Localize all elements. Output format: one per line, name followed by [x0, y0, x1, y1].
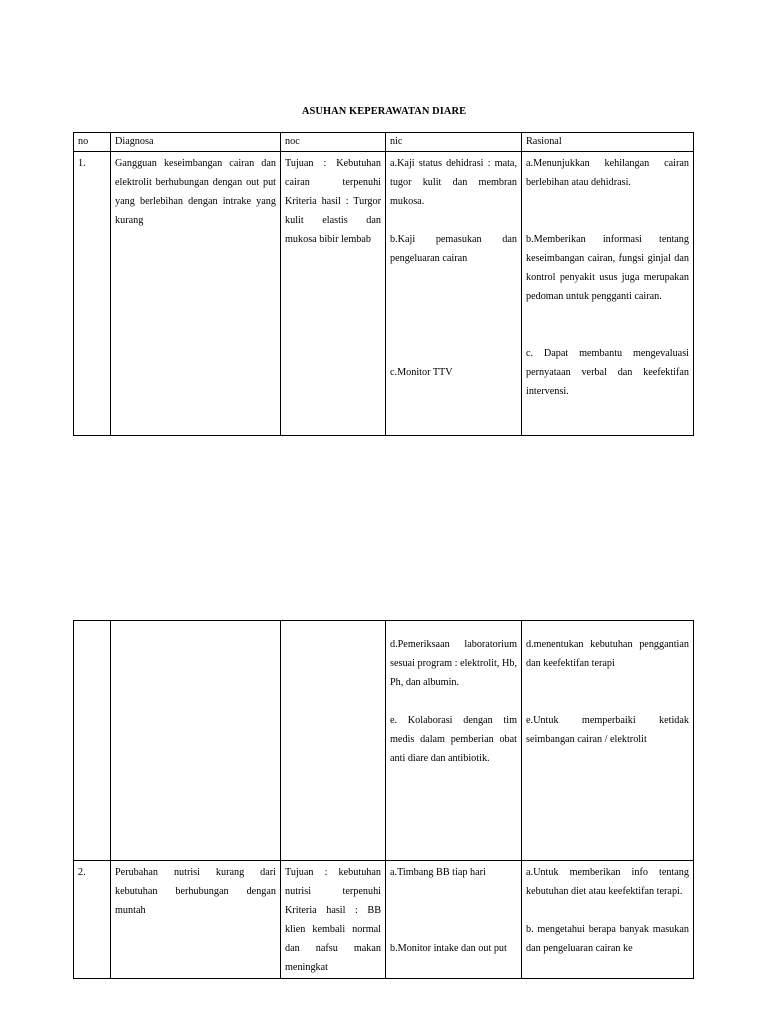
- care-plan-table-page-2: [73, 620, 694, 979]
- table-row: [74, 861, 694, 979]
- row1cont-rasional: [522, 621, 694, 861]
- row1-rasional: [522, 152, 694, 436]
- row1-nic-b: b.Kaji pemasukan dan pengeluaran cairan: [390, 234, 517, 264]
- row2-diagnosa: Perubahan nutrisi kurang dari kebutuhan berhubungan dengan muntah: [111, 861, 281, 979]
- row2-nic: [386, 861, 522, 979]
- row1-nic-a: a.Kaji status dehidrasi : mata, tugor kulit dan membran mukosa.: [390, 158, 517, 207]
- row1cont-no: [74, 621, 111, 861]
- row1-nic: [386, 152, 522, 436]
- row1cont-diagnosa: [111, 621, 281, 861]
- row1cont-nic-e: e. Kolaborasi dengan tim medis dalam pemberian obat anti diare dan antibiotik.: [390, 715, 517, 764]
- row1cont-noc: [281, 621, 386, 861]
- spacer: [526, 192, 689, 230]
- row2-no: 2.: [74, 861, 111, 979]
- care-plan-table-page-1: [73, 132, 694, 436]
- header-noc: noc: [281, 133, 386, 152]
- row1-ras-a: a.Menunjukkan kehilangan cairan berlebihan atau dehidrasi.: [526, 158, 689, 188]
- row1cont-ras-e: e.Untuk memperbaiki ketidak seimbangan cairan / elektrolit: [526, 715, 689, 745]
- header-rasional: Rasional: [522, 133, 694, 152]
- header-no: no: [74, 133, 111, 152]
- spacer: [526, 673, 689, 711]
- table-row: [74, 152, 694, 436]
- row1cont-nic-d: d.Pemeriksaan laboratorium sesuai program : elektrolit, Hb, Ph, dan albumin.: [390, 639, 517, 688]
- row1-noc: Tujuan : Kebutuhan cairan terpenuhi Kriteria hasil : Turgor kulit elastis dan mukosa bibir lembab: [281, 152, 386, 436]
- row2-ras-a: a.Untuk memberikan info tentang kebutuhan diet atau keefektifan terapi.: [526, 867, 689, 897]
- row1-nic-c: c.Monitor TTV: [390, 367, 453, 378]
- spacer: [526, 306, 689, 344]
- header-nic: nic: [386, 133, 522, 152]
- row1cont-nic: [386, 621, 522, 861]
- spacer: [390, 268, 517, 363]
- row2-nic-b: b.Monitor intake dan out put: [390, 943, 507, 954]
- row2-noc: Tujuan : kebutuhan nutrisi terpenuhi Kriteria hasil : BB klien kembali normal dan nafsu makan meningkat: [281, 861, 386, 979]
- spacer: [526, 901, 689, 920]
- row2-nic-a: a.Timbang BB tiap hari: [390, 867, 486, 878]
- table-row: [74, 621, 694, 861]
- table-header-row: [74, 133, 694, 152]
- row2-ras-b: b. mengetahui berapa banyak masukan dan pengeluaran cairan ke: [526, 924, 689, 954]
- spacer: [390, 692, 517, 711]
- row1-ras-b: b.Memberikan informasi tentang keseimbangan cairan, fungsi ginjal dan kontrol penyakit usus juga merupakan pedoman untuk pengganti cairan.: [526, 234, 689, 302]
- row2-rasional: [522, 861, 694, 979]
- row1-no: 1.: [74, 152, 111, 436]
- row1cont-ras-d: d.menentukan kebutuhan penggantian dan keefektifan terapi: [526, 639, 689, 669]
- spacer: [390, 211, 517, 230]
- spacer: [390, 882, 517, 939]
- row1-ras-c: c. Dapat membantu mengevaluasi pernyataan verbal dan keefektifan intervensi.: [526, 348, 689, 397]
- row1-diagnosa: Gangguan keseimbangan cairan dan elektrolit berhubungan dengan out put yang berlebihan dengan intrake yang kurang: [111, 152, 281, 436]
- header-diagnosa: Diagnosa: [111, 133, 281, 152]
- page-title: ASUHAN KEPERAWATAN DIARE: [301, 106, 467, 117]
